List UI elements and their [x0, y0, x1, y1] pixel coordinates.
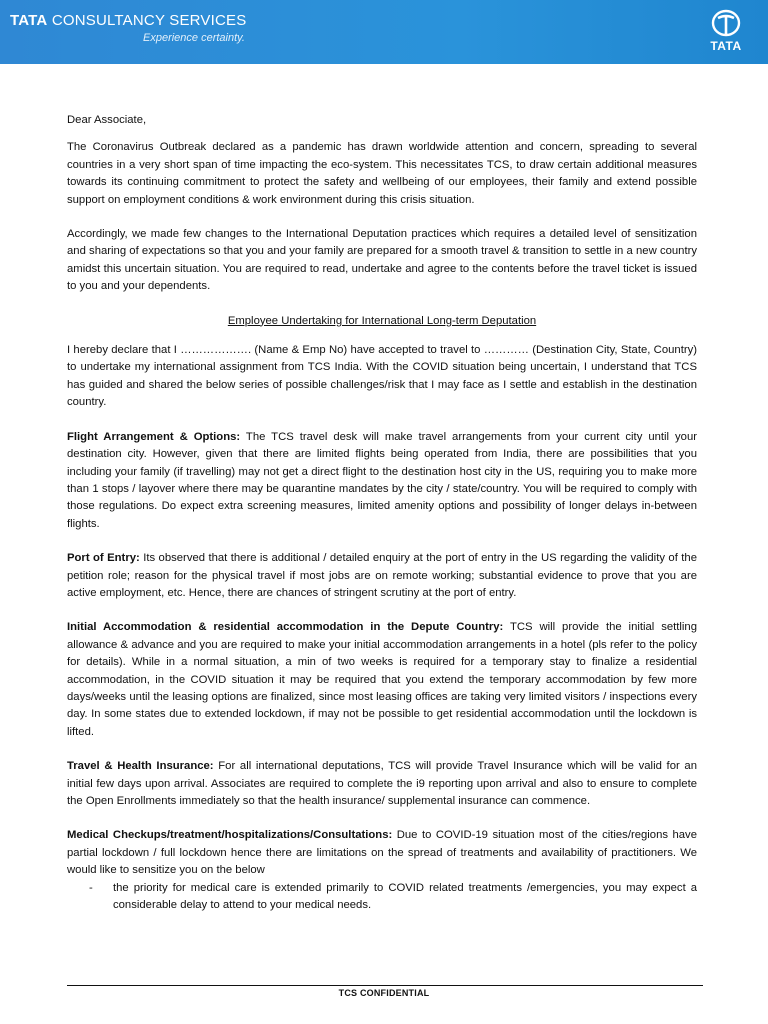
- flight-section: [67, 429, 697, 533]
- port-of-entry-section: [67, 550, 697, 602]
- tcs-brand: [10, 12, 247, 44]
- tata-emblem-icon: [711, 8, 741, 38]
- greeting: Dear Associate,: [67, 114, 147, 126]
- list-item-text: the priority for medical care is extended primarily to COVID related treatments /emergencies, you may expect a considerable delay to attend to your medical needs.: [113, 881, 697, 912]
- footer-divider: [67, 985, 703, 986]
- port-of-entry-text: Its observed that there is additional / detailed enquiry at the port of entry in the US regarding the validity of the petition role; reason for the physical travel if most jobs are on remote working; substantial evidence to prove that you are active employment, etc. Hence, there are chances of stringent scrutiny at the port of entry.: [67, 552, 697, 599]
- list-item: [67, 880, 697, 915]
- flight-heading: Flight Arrangement & Options:: [67, 430, 241, 443]
- tata-logo: [700, 8, 752, 58]
- declaration-paragraph: I hereby declare that I ………………. (Name & Emp No) have accepted to travel to ………… (Destination City, State, Country) to undertake my international assignment from TCS India. With the COVID situation being uncertain, I understand that TCS has guided and shared the below series of possible challenges/risk that I may face as I settle and establish in the destination country.: [67, 344, 697, 409]
- port-of-entry-heading: Port of Entry:: [67, 552, 140, 565]
- medical-text: Due to COVID-19 situation most of the cities/regions have partial lockdown / full lockdown hence there are limitations on the spread of treatments and availability of practitioners. We would like to sensitize you on the below: [67, 829, 697, 877]
- undertaking-title: Employee Undertaking for International Long-term Deputation: [227, 314, 537, 327]
- accommodation-section: [67, 619, 697, 741]
- insurance-text: For all international deputations, TCS will provide Travel Insurance which will be valid for an initial few days upon arrival. Associates are required to complete the i9 reporting upon arrival and also to ensure to complete the Open Enrollments immediately so that the health insurance/ supplemental insurance can commence.: [67, 760, 698, 807]
- accordingly-paragraph: Accordingly, we made few changes to the International Deputation practices which requires a detailed level of sensitization and sharing of expectations so that you and your family are prepared for a smooth travel & transition to settle in a new country amidst this uncertain situation. You are required to read, undertake and agree to the contents before the travel ticket is issued to you and your dependents.: [67, 228, 697, 293]
- insurance-heading: Travel & Health Insurance:: [67, 760, 214, 773]
- page-header-banner: [0, 0, 768, 64]
- brand-name-rest: CONSULTANCY SERVICES: [47, 12, 247, 29]
- letter-body: [67, 112, 697, 914]
- tata-logo-word: TATA: [710, 39, 742, 53]
- accommodation-text: TCS will provide the initial settling allowance & advance and you are required to make your initial accommodation arrangements in a hotel (pls refer to the policy for details). While in a normal situation, a min of two weeks is required for a temporary stay to finalize a residential accommodation, in the COVID situation it may be required that you extend the temporary accommodation by few more days/weeks until the leasing options are finalized, since most leasing offices are taking very limited visitors / inspections every day. In some states due to extended lockdown, if may not be possible to get residential accommodation until the lockdown is lifted.: [67, 621, 697, 738]
- accommodation-heading: Initial Accommodation & residential accommodation in the Depute Country:: [67, 621, 504, 634]
- intro-paragraph: The Coronavirus Outbreak declared as a pandemic has drawn worldwide attention and concern, spreading to several countries in a very short span of time impacting the eco-system. This necessitates TCS, to draw certain additional measures towards its continuing commitment to protect the safety and wellbeing of our employees, their family and extend possible support on employment conditions & work environment during this crisis situation.: [67, 141, 697, 206]
- brand-name-bold: TATA: [10, 12, 48, 29]
- medical-section: [67, 827, 697, 879]
- insurance-section: [67, 758, 697, 810]
- flight-text: The TCS travel desk will make travel arrangements from your current city until your destination city. However, given that there are limited flights being operated from India, there are possibilities that you including your family (if travelling) may not get a direct flight to the destination host city in the US, requiring you to make more than 1 stops / layover where there may be quarantine mandates by the city / state/country. You will be required to comply with those regulations. Do expect extra screening measures, limited amenity options and possibility of longer delays in-between flights.: [67, 430, 697, 530]
- list-dash: -: [89, 881, 93, 894]
- brand-tagline: Experience certainty.: [143, 32, 245, 44]
- medical-heading: Medical Checkups/treatment/hospitalizations/Consultations:: [67, 829, 393, 842]
- brand-name: [10, 12, 246, 29]
- footer-confidential-label: TCS CONFIDENTIAL: [338, 988, 430, 998]
